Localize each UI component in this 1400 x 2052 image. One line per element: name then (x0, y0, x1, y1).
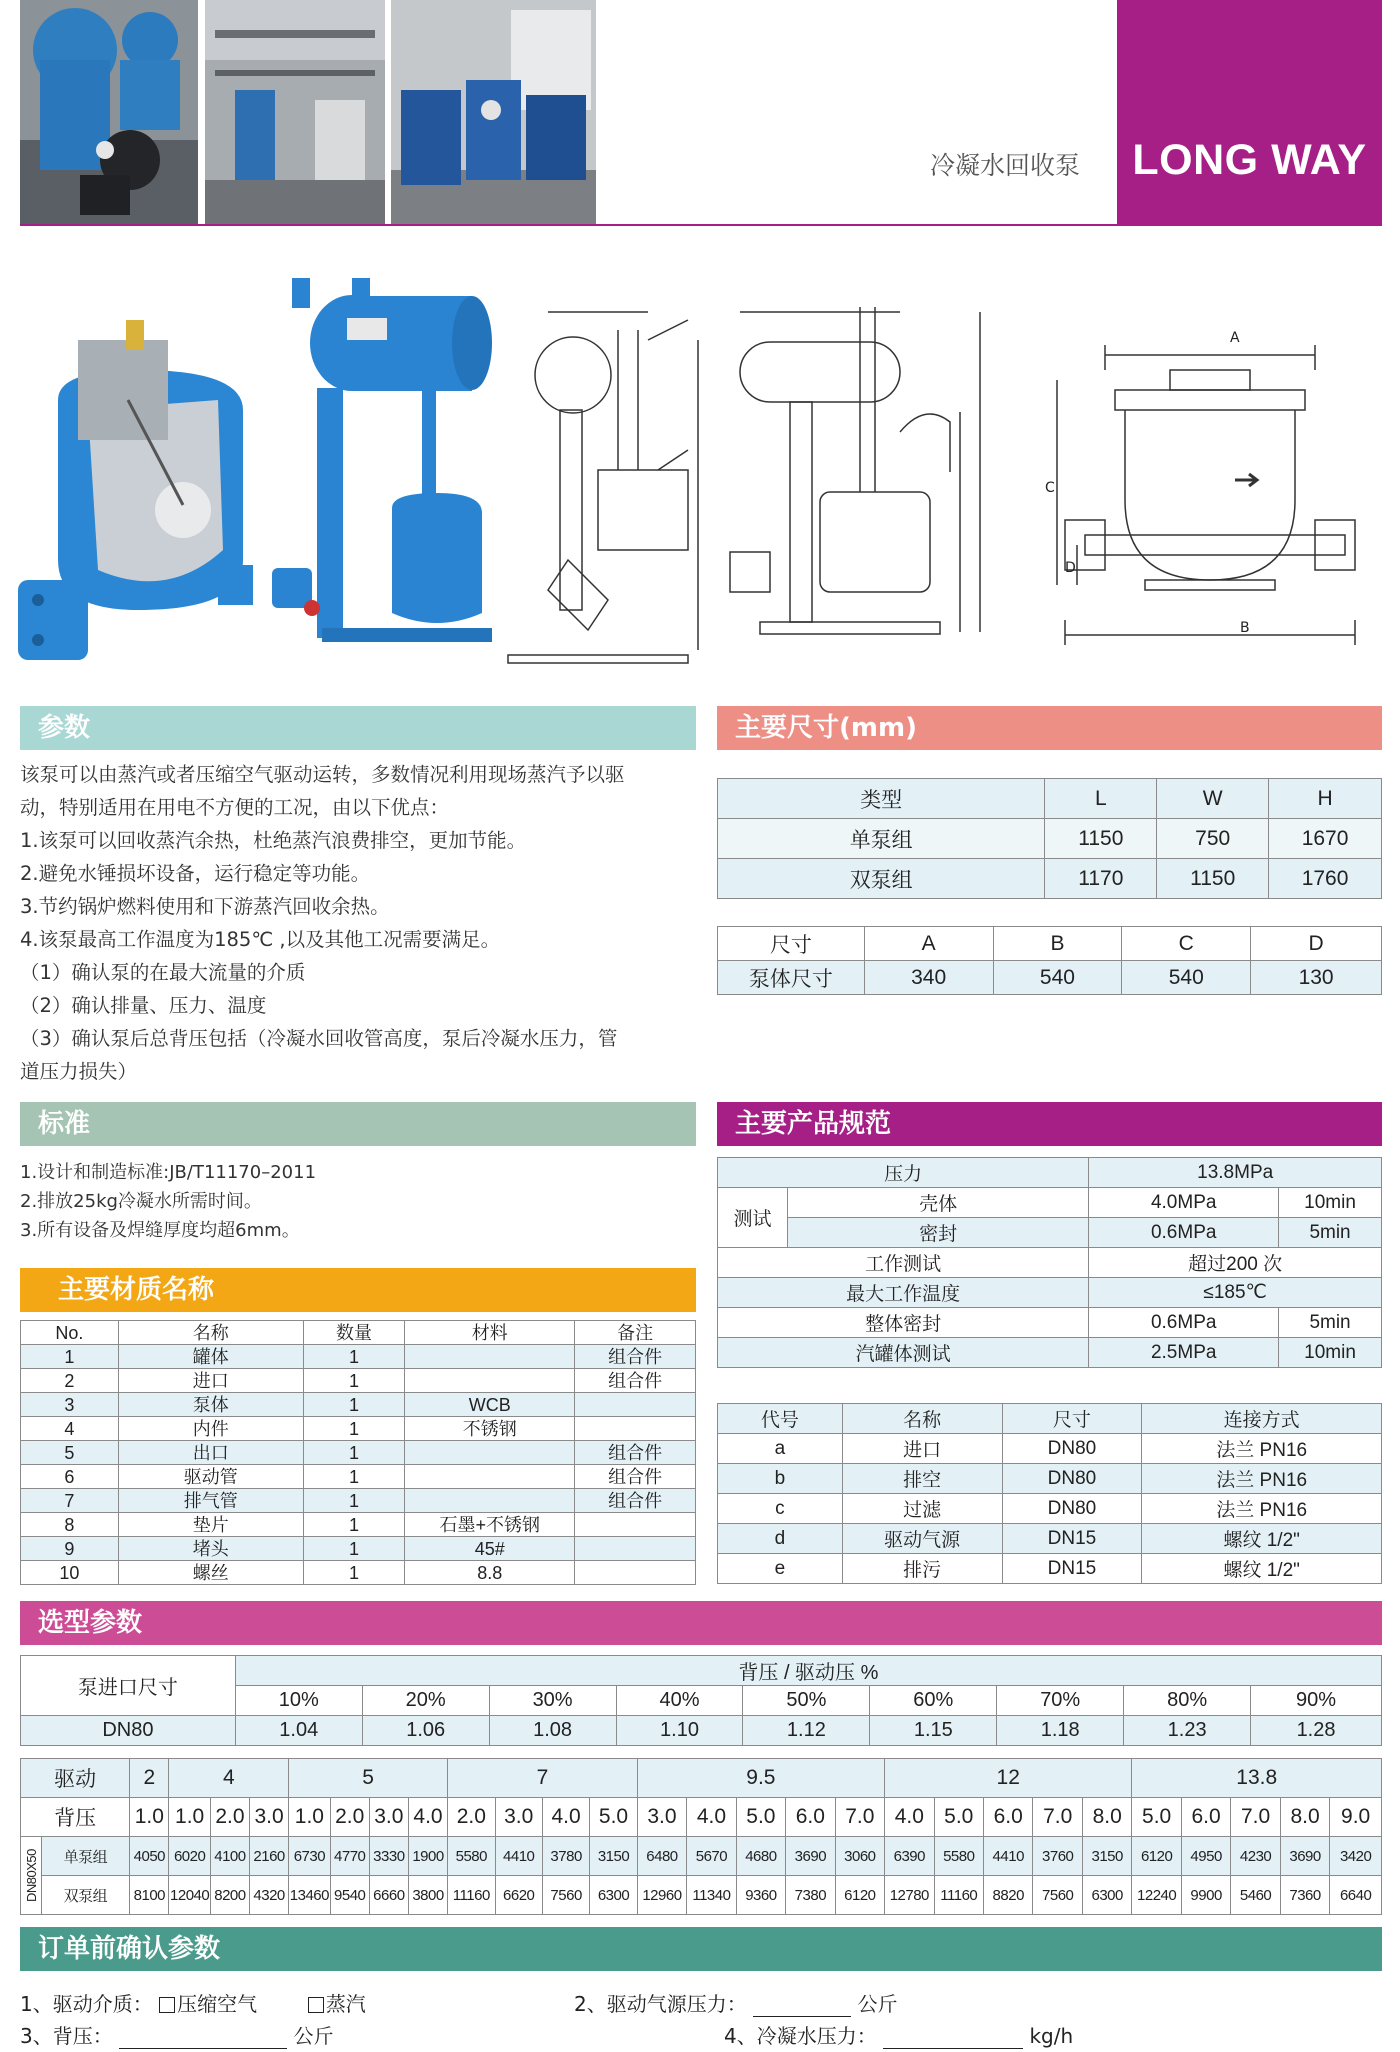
specs-table (717, 1157, 1382, 1368)
product-name: 冷凝水回收泵 (930, 151, 1081, 180)
table-row: a 进口 DN80 法兰 PN16 (718, 1434, 1382, 1464)
back-pressure-field[interactable] (119, 2029, 287, 2049)
table-row: 泵进口尺寸 背压 / 驱动压 % (21, 1656, 1382, 1686)
dim-label-b: B (1240, 620, 1250, 636)
params-line: 3.节约锅炉燃料使用和下游蒸汽回收余热。 (20, 895, 390, 918)
table-row: 单泵组 1150 750 1670 (718, 819, 1382, 859)
drive-pressure-field[interactable] (753, 1997, 851, 2017)
table-row: No. 名称 数量 材料 备注 (21, 1321, 696, 1345)
params-text (20, 758, 700, 1088)
selection-table (20, 1655, 1382, 1746)
table-row: 泵体尺寸 340 540 540 130 (718, 961, 1382, 995)
dim-label-a: A (1230, 330, 1240, 346)
standard-line: 1.设计和制造标准:JB/T11170–2011 (20, 1162, 317, 1183)
table-row: 6 驱动管 1 组合件 (21, 1465, 696, 1489)
params-line: 道压力损失） (20, 1060, 138, 1083)
order-header: 订单前确认参数 (20, 1927, 1382, 1971)
table-row: 10% 20% 30% 40% 50% 60% 70% 80% 90% (21, 1686, 1382, 1716)
table-row: 驱动 2 4 5 7 9.5 12 13.8 (21, 1759, 1382, 1798)
standard-line: 3.所有设备及焊缝厚度均超6mm。 (20, 1220, 300, 1241)
order-line-1: 1、驱动介质： 压缩空气 蒸汽 (20, 1992, 366, 2016)
connections-table (717, 1403, 1382, 1584)
flow-table (20, 1758, 1382, 1915)
compressed-air-checkbox[interactable] (159, 1997, 175, 2013)
table-row: 密封 0.6MPa 5min (718, 1218, 1382, 1248)
params-line: （1）确认泵的在最大流量的介质 (20, 961, 306, 984)
order-line-3: 3、背压： 公斤 (20, 2024, 334, 2048)
order-line-2: 2、驱动气源压力： 公斤 (574, 1992, 898, 2016)
params-line: 该泵可以由蒸汽或者压缩空气驱动运转，多数情况利用现场蒸汽予以驱 (20, 763, 625, 786)
table-row: 4 内件 1 不锈钢 (21, 1417, 696, 1441)
header-photo-2 (205, 0, 385, 226)
table-row: 背压 1.0 1.0 2.0 3.0 1.0 2.0 3.0 4.0 2.0 3.0 4.0 5.0 3.0 4.0 5.0 6.0 7.0 4.0 5.0 6.0 7.0 8.0 5.0 6.0 7.0 8.0 9.0 (21, 1798, 1382, 1837)
table-row: 类型 L W H (718, 779, 1382, 819)
table-row: 双泵组 1170 1150 1760 (718, 859, 1382, 899)
table-row: 最大工作温度 ≤185℃ (718, 1278, 1382, 1308)
params-line: 2.避免水锤损坏设备，运行稳定等功能。 (20, 862, 371, 885)
header-photo-1 (20, 0, 198, 226)
single-pump-drawing (488, 300, 708, 675)
standard-text (20, 1158, 700, 1245)
pump-cutaway-image (18, 310, 258, 680)
dimensions-table (717, 778, 1382, 899)
steam-checkbox[interactable] (308, 1997, 324, 2013)
materials-table (20, 1320, 696, 1585)
params-line: （2）确认排量、压力、温度 (20, 994, 267, 1017)
table-row: e 排污 DN15 螺纹 1/2" (718, 1554, 1382, 1584)
materials-header: 主要材质名称 (20, 1268, 696, 1312)
table-row: 压力 13.8MPa (718, 1158, 1382, 1188)
table-row: 9 堵头 1 45# (21, 1537, 696, 1561)
dimensions-header: 主要尺寸(mm) (717, 706, 1382, 750)
table-row: 2 进口 1 组合件 (21, 1369, 696, 1393)
params-line: 4.该泵最高工作温度为185℃ ,以及其他工况需要满足。 (20, 928, 501, 951)
condensate-pressure-field[interactable] (883, 2029, 1023, 2049)
table-row: 10 螺丝 1 8.8 (21, 1561, 696, 1585)
standard-line: 2.排放25kg冷凝水所需时间。 (20, 1191, 262, 1212)
table-row: 3 泵体 1 WCB (21, 1393, 696, 1417)
brand-logo: LONG WAY (1117, 0, 1382, 226)
header-divider (20, 224, 1382, 226)
table-row: 8 垫片 1 石墨+不锈钢 (21, 1513, 696, 1537)
table-row: 整体密封 0.6MPa 5min (718, 1308, 1382, 1338)
table-row: 双泵组 8100 12040 8200 4320 13460 9540 6660 3800 11160 6620 7560 6300 12960 11340 9360 7380 6120 12780 11160 8820 7560 6300 12240 9900 5460 7360 6640 (21, 1876, 1382, 1915)
dim-label-d: D (1065, 560, 1076, 576)
table-row: 尺寸 A B C D (718, 927, 1382, 961)
order-line-4: 4、冷凝水压力： kg/h (724, 2024, 1074, 2048)
table-row: DN80X50 单泵组 4050 6020 4100 2160 6730 4770 3330 1900 5580 4410 3780 3150 6480 5670 4680 3690 3060 6390 5580 4410 3760 3150 6120 4950 4230 3690 3420 (21, 1837, 1382, 1876)
params-line: （3）确认泵后总背压包括（冷凝水回收管高度，泵后冷凝水压力，管 (20, 1027, 618, 1050)
table-row: b 排空 DN80 法兰 PN16 (718, 1464, 1382, 1494)
double-pump-drawing (720, 292, 1005, 672)
table-row: DN80 1.04 1.06 1.08 1.10 1.12 1.15 1.18 1.23 1.28 (21, 1716, 1382, 1746)
header-photo-3 (391, 0, 596, 226)
table-row: 5 出口 1 组合件 (21, 1441, 696, 1465)
dim-label-c: C (1045, 480, 1055, 496)
pump-unit-image (272, 278, 512, 673)
table-row: 工作测试 超过200 次 (718, 1248, 1382, 1278)
params-line: 动，特别适用在用电不方便的工况，由以下优点： (20, 796, 450, 819)
table-row: c 过滤 DN80 法兰 PN16 (718, 1494, 1382, 1524)
params-header: 参数 (20, 706, 696, 750)
pump-dimension-drawing (1045, 330, 1385, 650)
selection-header: 选型参数 (20, 1601, 1382, 1645)
table-row: 测试 壳体 4.0MPa 10min (718, 1188, 1382, 1218)
table-row: 1 罐体 1 组合件 (21, 1345, 696, 1369)
table-row: 7 排气管 1 组合件 (21, 1489, 696, 1513)
specs-header: 主要产品规范 (717, 1102, 1382, 1146)
body-size-table (717, 926, 1382, 995)
standard-header: 标准 (20, 1102, 696, 1146)
table-row: 代号 名称 尺寸 连接方式 (718, 1404, 1382, 1434)
table-row: d 驱动气源 DN15 螺纹 1/2" (718, 1524, 1382, 1554)
table-row: 汽罐体测试 2.5MPa 10min (718, 1338, 1382, 1368)
params-line: 1.该泵可以回收蒸汽余热，杜绝蒸汽浪费排空，更加节能。 (20, 829, 527, 852)
